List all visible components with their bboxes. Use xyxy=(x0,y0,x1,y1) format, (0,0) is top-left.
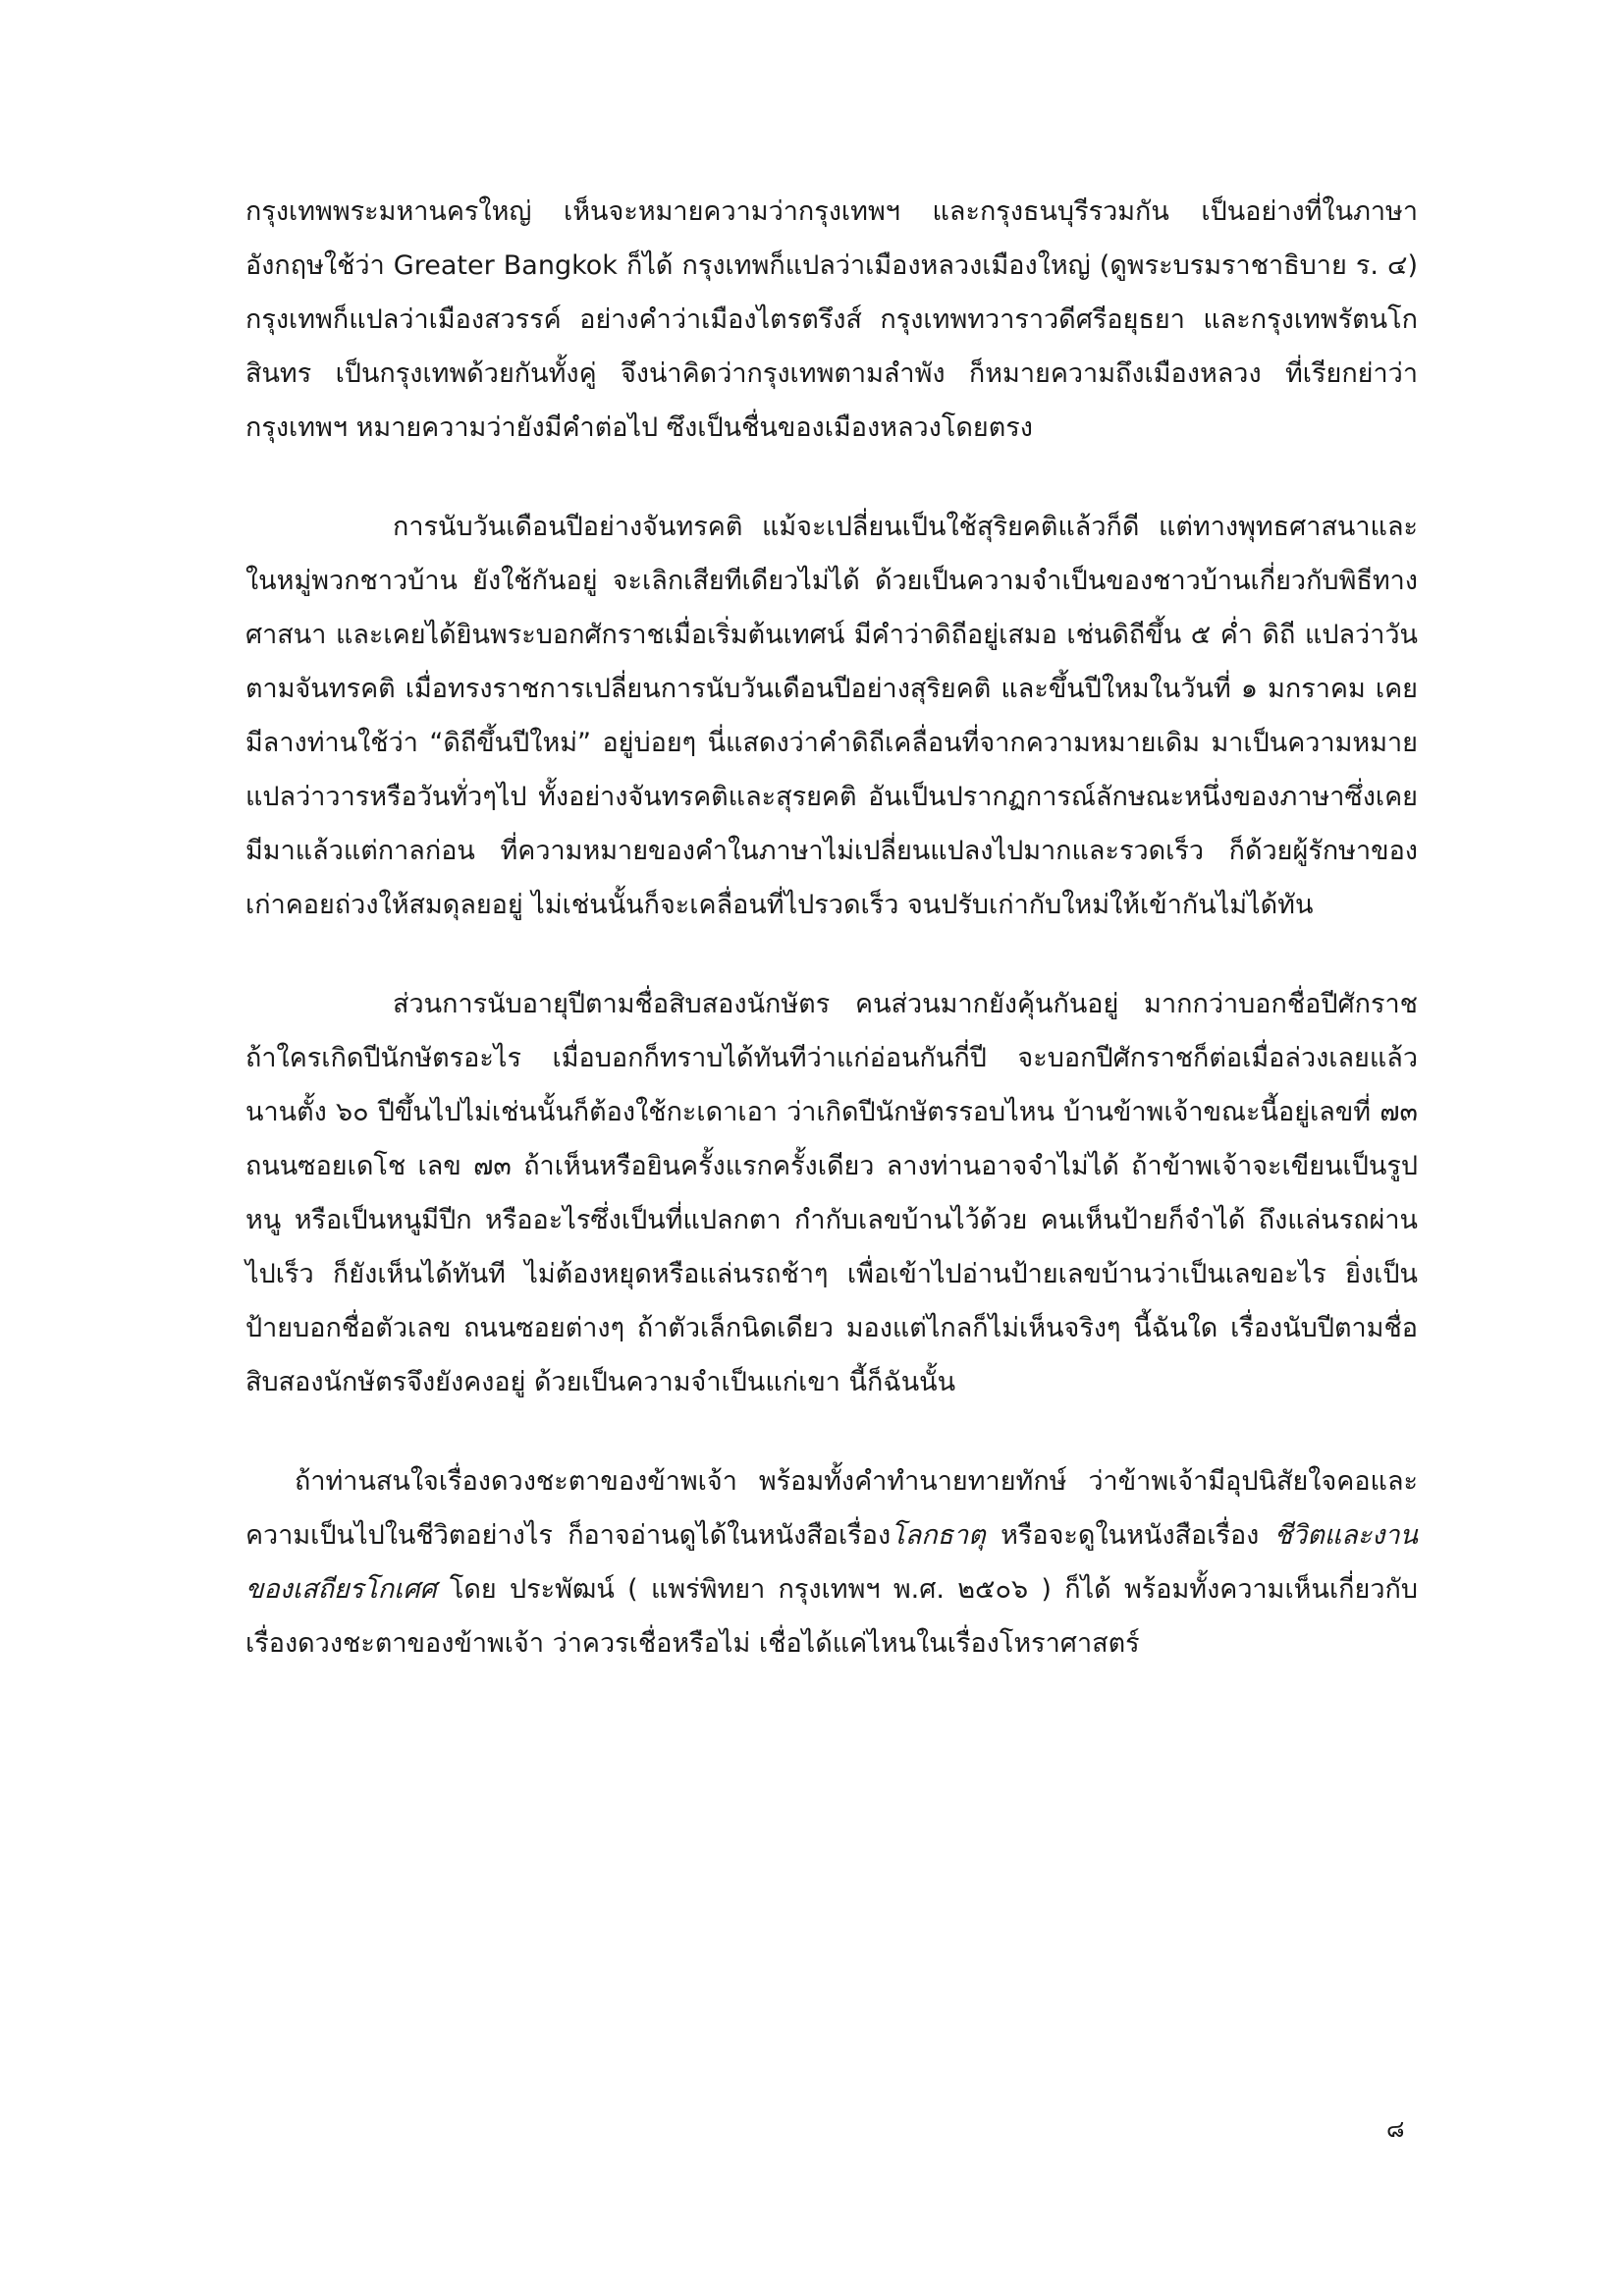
paragraph-4 xyxy=(245,1454,1418,1670)
page-number: ๘ xyxy=(1386,2115,1405,2143)
document-body xyxy=(245,185,1418,1670)
paragraph-4-text-b: หรือจะดูในหนังสือเรื่อง xyxy=(985,1520,1274,1551)
book-title-lokathat: โลกธาตุ xyxy=(891,1520,986,1551)
paragraph-3: ส่วนการนับอายุปีตามชื่อสิบสองนักษัตร คนส่วนมากยังคุ้นกันอยู่ มากกว่าบอกชื่อปีศักราช ถ้าใครเกิดปีนักษัตรอะไร เมื่อบอกก็ทราบได้ทันทีว่าแก่อ่อนกันกี่ปี จะบอกปีศักราชก็ต่อเมื่อล่วงเลยแล้วนานตั้ง ๖๐ ปีขึ้นไปไม่เช่นนั้นก็ต้องใช้กะเดาเอา ว่าเกิดปีนักษัตรรอบไหน บ้านข้าพเจ้าขณะนี้อยู่เลขที่ ๗๓ ถนนซอยเดโช เลข ๗๓ ถ้าเห็นหรือยินครั้งแรกครั้งเดียว ลางท่านอาจจำไม่ได้ ถ้าข้าพเจ้าจะเขียนเป็นรูปหนู หรือเป็นหนูมีปีก หรืออะไรซึ่งเป็นที่แปลกตา กำกับเลขบ้านไว้ด้วย คนเห็นป้ายก็จำได้ ถึงแล่นรถผ่านไปเร็ว ก็ยังเห็นได้ทันที ไม่ต้องหยุดหรือแล่นรถช้าๆ เพื่อเข้าไปอ่านป้ายเลขบ้านว่าเป็นเลขอะไร ยิ่งเป็นป้ายบอกชื่อตัวเลข ถนนซอยต่างๆ ถ้าตัวเล็กนิดเดียว มองแต่ไกลก็ไม่เห็นจริงๆ นี้ฉันใด เรื่องนับปีตามชื่อสิบสองนักษัตรจึงยังคงอยู่ ด้วยเป็นความจำเป็นแก่เขา นี้ก็ฉันนั้น xyxy=(245,989,1418,1397)
paragraph-2: การนับวันเดือนปีอย่างจันทรคติ แม้จะเปลี่ยนเป็นใช้สุริยคติแล้วก็ดี แต่ทางพุทธศาสนาและในหมู่พวกชาวบ้าน ยังใช้กันอยู่ จะเลิกเสียทีเดียวไม่ได้ ด้วยเป็นความจำเป็นของชาวบ้านเกี่ยวกับพิธีทางศาสนา และเคยได้ยินพระบอกศักราชเมื่อเริ่มต้นเทศน์ มีคำว่าดิถีอยู่เสมอ เช่นดิถีขึ้น ๕ ค่ำ ดิถี แปลว่าวันตามจันทรคติ เมื่อทรงราชการเปลี่ยนการนับวันเดือนปีอย่างสุริยคติ และขึ้นปีใหมในวันที่ ๑ มกราคม เคยมีลางท่านใช้ว่า “ดิถีขึ้นปีใหม่” อยู่บ่อยๆ นี่แสดงว่าคำดิถีเคลื่อนที่จากความหมายเดิม มาเป็นความหมายแปลว่าวารหรือวันทั่วๆไป ทั้งอย่างจันทรคติและสุรยคติ อันเป็นปรากฏการณ์ลักษณะหนึ่งของภาษาซึ่งเคยมีมาแล้วแต่กาลก่อน ที่ความหมายของคำในภาษาไม่เปลี่ยนแปลงไปมากและรวดเร็ว ก็ด้วยผู้รักษาของเก่าคอยถ่วงให้สมดุลยอยู่ ไม่เช่นนั้นก็จะเคลื่อนที่ไปรวดเร็ว จนปรับเก่ากับใหม่ให้เข้ากันไม่ได้ทัน xyxy=(245,512,1418,920)
paragraph-4-text-a: ถ้าท่านสนใจเรื่องดวงชะตาของข้าพเจ้า พร้อมทั้งคำทำนายทายทักษ์ ว่าข้าพเจ้ามีอุปนิสัยใจคอและความเป็นไปในชีวิตอย่างไร ก็อาจอ่านดูได้ในหนังสือเรื่อง xyxy=(245,1466,1418,1551)
book-title-chiwit: ชีวิตและงานของเสถียรโกเศศ xyxy=(245,1520,1418,1605)
paragraph-1: กรุงเทพพระมหานครใหญ่ เห็นจะหมายความว่ากรุงเทพฯ และกรุงธนบุรีรวมกัน เป็นอย่างที่ในภาษาอังกฤษใช้ว่า Greater Bangkok ก็ได้ กรุงเทพก็แปลว่าเมืองหลวงเมืองใหญ่ (ดูพระบรมราชาธิบาย ร. ๔) กรุงเทพก็แปลว่าเมืองสวรรค์ อย่างคำว่าเมืองไตรตรึงส์ กรุงเทพทวาราวดีศรีอยุธยา และกรุงเทพรัตนโกสินทร เป็นกรุงเทพด้วยกันทั้งคู่ จึงน่าคิดว่ากรุงเทพตามลำพัง ก็หมายความถึงเมืองหลวง ที่เรียกย่าว่ากรุงเทพฯ หมายความว่ายังมีคำต่อไป ซึงเป็นชื่นของเมืองหลวงโดยตรง xyxy=(245,196,1418,443)
paragraph-4-text-c: โดย ประพัฒน์ ( แพร่พิทยา กรุงเทพฯ พ.ศ. ๒๕๐๖ ) ก็ได้ พร้อมทั้งความเห็นเกี่ยวกับเรื่องดวงชะตาของข้าพเจ้า ว่าควรเชื่อหรือไม่ เชื่อได้แค่ไหนในเรื่องโหราศาสตร์ xyxy=(245,1574,1418,1659)
